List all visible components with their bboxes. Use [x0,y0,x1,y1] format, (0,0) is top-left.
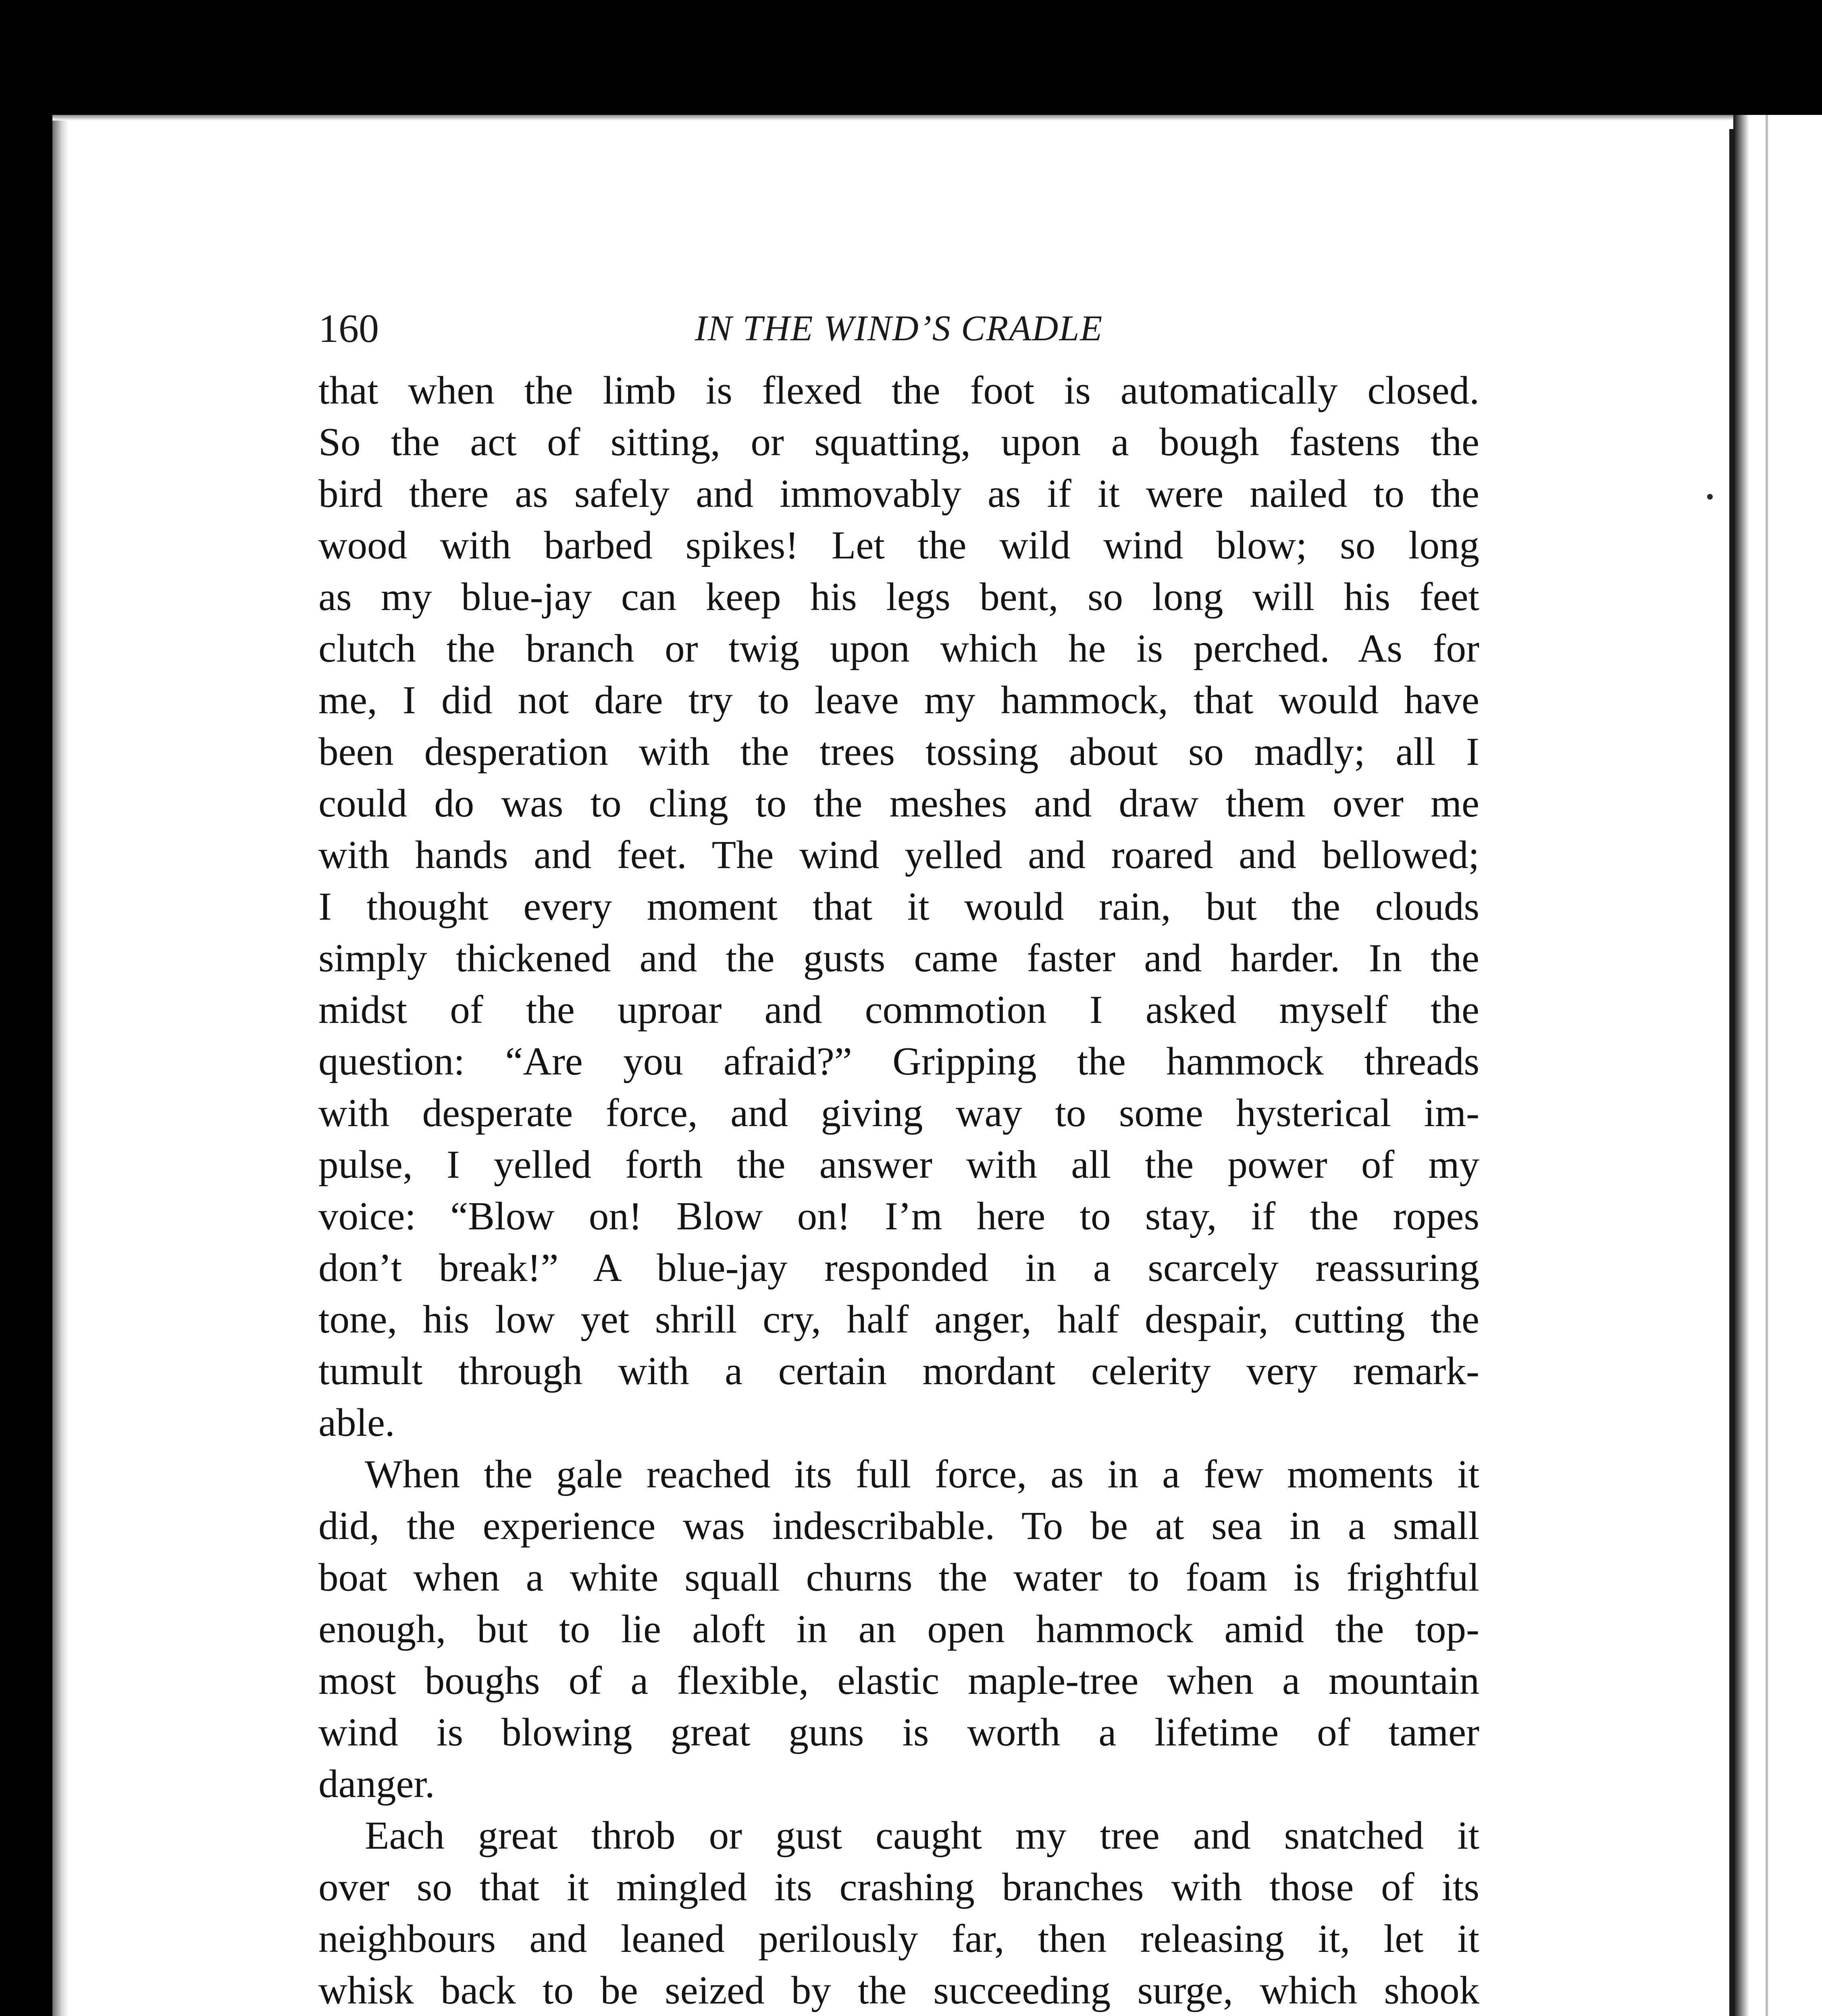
text-line: don’t break!” A blue-jay responded in a scarcely reassuring [318,1246,1479,1290]
text-line: midst of the uproar and commotion I asked myself the [318,988,1479,1032]
text-line: pulse, I yelled forth the answer with all the power of my [318,1143,1479,1187]
text-line: me, I did not dare try to leave my hammock, that would have [318,678,1479,722]
text-line: So the act of sitting, or squatting, upon a bough fastens the [318,420,1479,464]
text-line: tone, his low yet shrill cry, half anger, half despair, cutting the [318,1297,1479,1341]
text-line: with hands and feet. The wind yelled and roared and bellowed; [318,833,1479,877]
text-line: wind is blowing great guns is worth a lifetime of tamer [318,1710,1479,1754]
text-line: over so that it mingled its crashing branches with those of its [318,1865,1479,1909]
text-line: tumult through with a certain mordant celerity very remark- [318,1349,1479,1393]
print-speck [1707,494,1713,500]
facing-page-rule [1766,115,1768,2016]
text-line: wood with barbed spikes! Let the wild wind blow; so long [318,523,1479,567]
text-line: did, the experience was indescribable. To be at sea in a small [318,1504,1479,1548]
text-line: I thought every moment that it would rain, but the clouds [318,885,1479,929]
text-line: clutch the branch or twig upon which he is perched. As for [318,627,1479,671]
page-top-edge-shadow [52,115,1743,121]
text-line: neighbours and leaned perilously far, then releasing it, let it [318,1917,1479,1961]
text-line: with desperate force, and giving way to some hysterical im- [318,1091,1479,1135]
paragraph-first-line: When the gale reached its full force, as in a few moments it [365,1452,1479,1496]
binding-gutter [1729,129,1733,2016]
text-line: enough, but to lie aloft in an open hammock amid the top- [318,1607,1479,1651]
text-line: as my blue-jay can keep his legs bent, so long will his feet [318,575,1479,619]
facing-page-edge [1733,115,1822,2016]
text-line: voice: “Blow on! Blow on! I’m here to stay, if the ropes [318,1194,1479,1238]
text-line: that when the limb is flexed the foot is automatically closed. [318,369,1479,412]
text-line: simply thickened and the gusts came faster and harder. In the [318,936,1479,980]
text-line: boat when a white squall churns the water to foam is frightful [318,1556,1479,1599]
page-number: 160 [318,306,379,351]
text-line: question: “Are you afraid?” Gripping the hammock threads [318,1039,1479,1083]
running-title: IN THE WIND’S CRADLE [695,308,1103,348]
body-text [318,365,1479,2016]
page-left-edge-shadow [52,115,69,2016]
text-line: danger. [318,1762,435,1806]
page-header [318,298,1479,359]
paragraph-first-line: Each great throb or gust caught my tree and snatched it [365,1814,1479,1858]
text-line: able. [318,1401,395,1445]
text-line: been desperation with the trees tossing about so madly; all I [318,730,1479,774]
text-line: whisk back to be seized by the succeeding surge, which shook [318,1968,1479,2012]
text-line: bird there as safely and immovably as if it were nailed to the [318,472,1479,516]
text-line: could do was to cling to the meshes and draw them over me [318,781,1479,825]
text-line: most boughs of a flexible, elastic maple-tree when a mountain [318,1659,1479,1703]
